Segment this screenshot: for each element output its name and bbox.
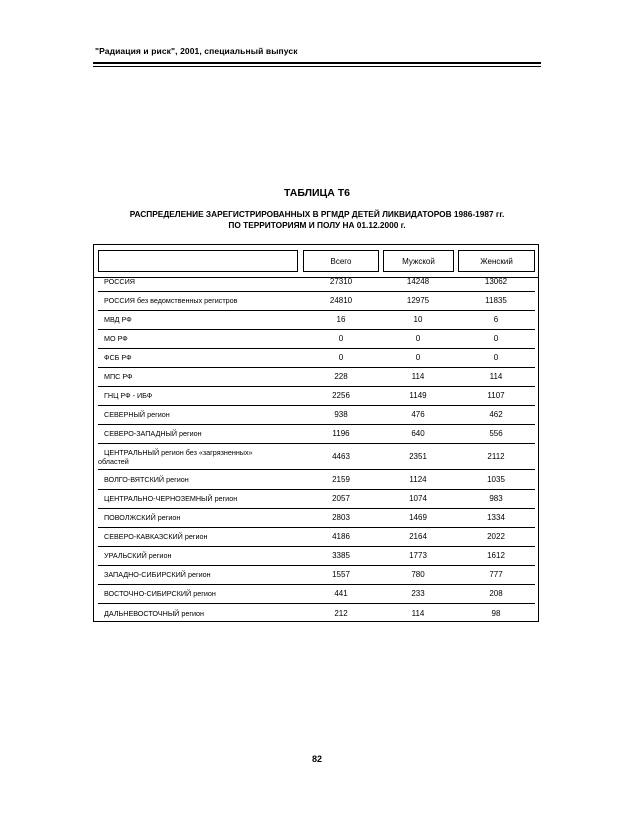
page-number: 82 xyxy=(311,754,322,764)
cell-male: 1773 xyxy=(409,551,427,560)
cell-total: 3385 xyxy=(332,551,350,560)
table-row xyxy=(98,311,535,330)
cell-male: 114 xyxy=(411,372,425,381)
cell-female: 556 xyxy=(489,429,503,438)
table-row xyxy=(98,368,535,387)
cell-total: 0 xyxy=(338,334,344,343)
cell-total: 441 xyxy=(334,589,348,598)
cell-female: 2112 xyxy=(487,452,505,461)
cell-male: 233 xyxy=(411,589,425,598)
cell-female: 6 xyxy=(493,315,499,324)
table-row xyxy=(98,387,535,406)
cell-female: 1612 xyxy=(487,551,505,560)
row-territory xyxy=(98,391,306,400)
table-row xyxy=(98,547,535,566)
cell-male: 114 xyxy=(411,608,425,618)
table-row xyxy=(98,490,535,509)
header-rule-thin xyxy=(93,66,541,67)
row-territory xyxy=(98,372,306,381)
row-territory xyxy=(98,570,306,579)
row-territory-line-1: ДАЛЬНЕВОСТОЧНЫЙ регион xyxy=(104,608,204,618)
header-rule-thick xyxy=(93,62,541,64)
header-cell-total: Всего xyxy=(303,250,379,272)
cell-female: 1334 xyxy=(487,513,505,522)
row-territory xyxy=(98,609,306,618)
cell-total: 24810 xyxy=(329,296,353,305)
row-territory-line-1: ЦЕНТРАЛЬНЫЙ регион без «загрязненных» xyxy=(104,447,253,457)
row-territory-line-1: СЕВЕРНЫЙ регион xyxy=(104,410,170,419)
table-row xyxy=(98,292,535,311)
row-territory xyxy=(98,513,306,522)
row-territory-line-1: УРАЛЬСКИЙ регион xyxy=(104,551,172,560)
cell-total: 2057 xyxy=(332,494,350,503)
cell-male: 2164 xyxy=(409,532,427,541)
header-cell-female: Женский xyxy=(458,250,535,272)
row-territory-line-2: областей xyxy=(98,456,129,466)
cell-male: 0 xyxy=(415,334,421,343)
cell-male: 2351 xyxy=(409,452,427,461)
running-header: "Радиация и риск", 2001, специальный выпуск xyxy=(95,46,298,56)
cell-male: 476 xyxy=(411,410,425,419)
table-subtitle-line-2: ПО ТЕРРИТОРИЯМ И ПОЛУ НА 01.12.2000 г. xyxy=(228,220,406,230)
cell-male: 0 xyxy=(415,353,421,362)
row-territory xyxy=(98,296,306,305)
table-row xyxy=(98,349,535,368)
cell-female: 98 xyxy=(491,608,501,618)
table-row xyxy=(98,566,535,585)
table-title: ТАБЛИЦА Т6 xyxy=(284,187,350,199)
cell-female: 777 xyxy=(489,570,503,579)
cell-female: 0 xyxy=(493,353,499,362)
cell-male: 1149 xyxy=(409,391,427,400)
cell-female: 114 xyxy=(489,372,503,381)
cell-total: 1196 xyxy=(332,429,350,438)
cell-total: 1557 xyxy=(332,570,350,579)
row-territory-line-1: ЗАПАДНО-СИБИРСКИЙ регион xyxy=(104,570,211,579)
cell-female: 983 xyxy=(489,494,503,503)
row-territory-line-1: ВОСТОЧНО-СИБИРСКИЙ регион xyxy=(104,589,216,598)
table-row xyxy=(98,471,535,490)
row-territory-line-1: МВД РФ xyxy=(104,315,132,324)
row-territory-line-1: РОССИЯ xyxy=(104,277,135,286)
row-territory-line-1: ГНЦ РФ - ИБФ xyxy=(104,391,153,400)
row-territory xyxy=(98,551,306,560)
cell-female: 1107 xyxy=(487,391,505,400)
cell-male: 780 xyxy=(411,570,425,579)
cell-total: 938 xyxy=(334,410,348,419)
cell-male: 10 xyxy=(413,315,423,324)
cell-female: 2022 xyxy=(487,532,505,541)
row-territory-line-1: ФСБ РФ xyxy=(104,353,132,362)
cell-total: 228 xyxy=(334,372,348,381)
cell-total: 4186 xyxy=(332,532,350,541)
cell-male: 12975 xyxy=(406,296,430,305)
table-row xyxy=(98,604,535,623)
row-territory xyxy=(98,353,306,362)
cell-total: 2256 xyxy=(332,391,350,400)
cell-total: 27310 xyxy=(329,277,353,286)
cell-total: 2159 xyxy=(332,475,350,484)
cell-total: 4463 xyxy=(332,452,350,461)
table-row xyxy=(98,330,535,349)
row-territory-line-1: РОССИЯ без ведомственных регистров xyxy=(104,296,238,305)
row-territory-line-1: МО РФ xyxy=(104,334,128,343)
cell-male: 14248 xyxy=(406,277,430,286)
cell-female: 1035 xyxy=(487,475,505,484)
row-territory-line-1: ВОЛГО-ВЯТСКИЙ регион xyxy=(104,475,189,484)
table-row xyxy=(98,528,535,547)
row-territory xyxy=(98,448,306,466)
row-territory xyxy=(98,277,306,286)
cell-total: 0 xyxy=(338,353,344,362)
header-cell-male: Мужской xyxy=(383,250,454,272)
row-territory xyxy=(98,494,306,503)
cell-male: 1124 xyxy=(409,475,427,484)
row-territory xyxy=(98,532,306,541)
row-territory xyxy=(98,475,306,484)
table-row xyxy=(98,425,535,444)
cell-male: 1074 xyxy=(409,494,427,503)
row-territory-line-1: СЕВЕРО-ЗАПАДНЫЙ регион xyxy=(104,429,202,438)
cell-total: 16 xyxy=(336,315,346,324)
cell-female: 0 xyxy=(493,334,499,343)
table-row xyxy=(98,273,535,292)
row-territory xyxy=(98,589,306,598)
cell-female: 13062 xyxy=(484,277,508,286)
cell-male: 1469 xyxy=(409,513,427,522)
row-territory xyxy=(98,315,306,324)
row-territory xyxy=(98,334,306,343)
row-territory xyxy=(98,410,306,419)
row-territory-line-1: ЦЕНТРАЛЬНО-ЧЕРНОЗЕМНЫЙ регион xyxy=(104,494,238,503)
cell-female: 208 xyxy=(489,589,503,598)
table-row xyxy=(98,406,535,425)
cell-male: 640 xyxy=(411,429,425,438)
row-territory-line-1: МПС РФ xyxy=(104,372,133,381)
table-row xyxy=(98,444,535,470)
header-cell-territory xyxy=(98,250,298,272)
table-subtitle xyxy=(0,209,634,231)
row-territory-line-1: ПОВОЛЖСКИЙ регион xyxy=(104,513,181,522)
cell-female: 462 xyxy=(489,410,503,419)
cell-female: 11835 xyxy=(485,296,507,305)
table-row xyxy=(98,509,535,528)
cell-total: 2803 xyxy=(332,513,350,522)
row-territory xyxy=(98,429,306,438)
table-row xyxy=(98,585,535,604)
row-territory-line-1: СЕВЕРО-КАВКАЗСКИЙ регион xyxy=(104,532,208,541)
cell-total: 212 xyxy=(334,608,348,618)
table-subtitle-line-1: РАСПРЕДЕЛЕНИЕ ЗАРЕГИСТРИРОВАННЫХ В РГМДР ДЕТЕЙ ЛИКВИДАТОРОВ 1986-1987 гг. xyxy=(129,209,505,219)
